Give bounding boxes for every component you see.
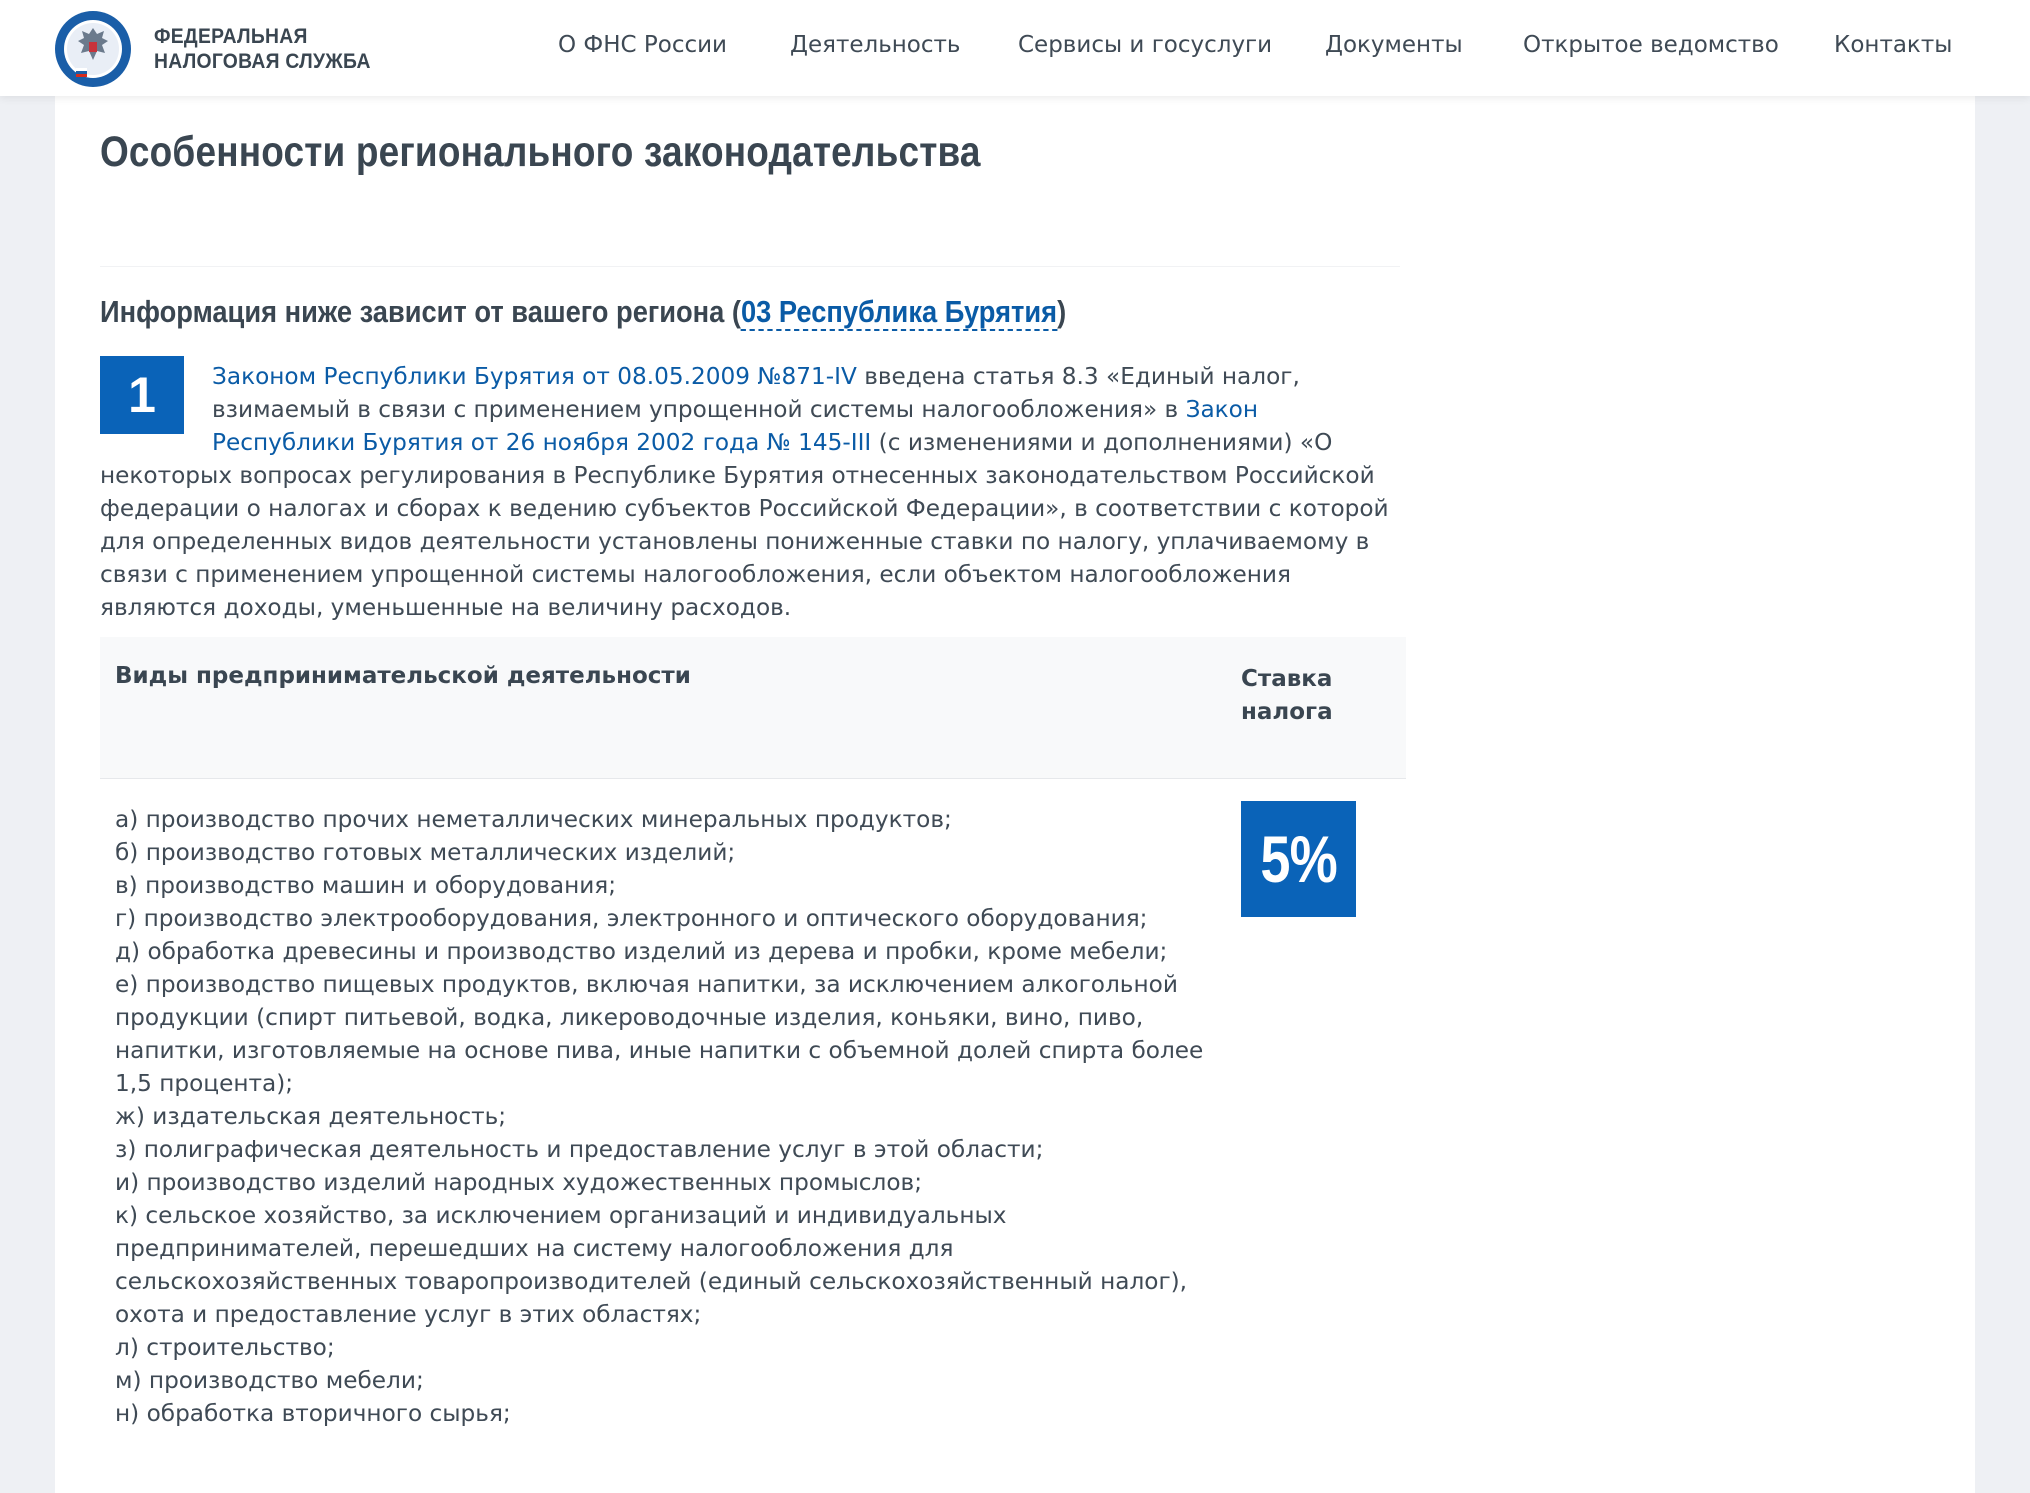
- law-link-871-iv[interactable]: Законом Республики Бурятия от 08.05.2009 №871-IV: [212, 363, 857, 390]
- nav-about-fns[interactable]: О ФНС России: [558, 32, 728, 58]
- activity-item: д) обработка древесины и производство изделий из дерева и пробки, кроме мебели;: [115, 938, 1168, 965]
- activity-item: л) строительство;: [115, 1334, 335, 1361]
- nav-contacts[interactable]: Контакты: [1834, 32, 1953, 58]
- section-intro: [100, 360, 1406, 624]
- region-info: [100, 294, 1066, 330]
- col-activity-header: Виды предпринимательской деятельности: [115, 663, 691, 689]
- activity-item: в) производство машин и оборудования;: [115, 872, 617, 899]
- activity-item: к) сельское хозяйство, за исключением организаций и индивидуальных предпринимателей, перешедших на систему налогообложения для сельскохозяйственных товаропроизводителей (единый сельскохозяйственный налог), охота и предоставление услуг в этих областях;: [115, 1202, 1188, 1328]
- intro-text-2: (с изменениями и дополнениями) «О некоторых вопросах регулирования в Республике Бурятия отнесенных законодательством Российской федерации о налогах и сборах к ведению субъектов Российской Федерации», в соответствии с которой для определенных видов деятельности установлены пониженные ставки по налогу, уплачиваемому в связи с применением упрощенной системы налогообложения, если объектом налогообложения являются доходы, уменьшенные на величину расходов.: [100, 429, 1389, 621]
- section-number-badge: 1: [100, 356, 184, 434]
- nav-documents[interactable]: Документы: [1325, 32, 1463, 58]
- law-link-145-iii[interactable]: Закон Республики Бурятия от 26 ноября 2002 года № 145-III: [212, 396, 1259, 456]
- nav-services[interactable]: Сервисы и госуслуги: [1018, 32, 1273, 58]
- activity-item: и) производство изделий народных художественных промыслов;: [115, 1169, 923, 1196]
- table-header: [100, 637, 1406, 779]
- col-rate-header: Ставка налога: [1241, 666, 1333, 725]
- activity-item: б) производство готовых металлических изделий;: [115, 839, 736, 866]
- activity-item: а) производство прочих неметаллических минеральных продуктов;: [115, 806, 952, 833]
- region-prefix: Информация ниже зависит от вашего региона (: [100, 294, 741, 329]
- site-header: [0, 0, 2030, 96]
- intro-text-1: введена статья 8.3 «Единый налог, взимаемый в связи с применением упрощенной системы налогообложения» в: [212, 363, 1300, 423]
- tax-rate-value: 5%: [1260, 822, 1337, 896]
- logo-text[interactable]: [154, 24, 371, 74]
- region-select-link[interactable]: 03 Республика Бурятия: [740, 294, 1058, 329]
- nav-open-agency[interactable]: Открытое ведомство: [1523, 32, 1779, 58]
- activities-list: [115, 803, 1225, 1430]
- activity-item: г) производство электрооборудования, электронного и оптического оборудования;: [115, 905, 1148, 932]
- activity-item: ж) издательская деятельность;: [115, 1103, 507, 1130]
- nav-activity[interactable]: Деятельность: [790, 32, 961, 58]
- tax-rate-badge: [1241, 801, 1356, 917]
- fns-emblem-logo[interactable]: [54, 10, 132, 88]
- activity-item: е) производство пищевых продуктов, включая напитки, за исключением алкогольной продукции (спирт питьевой, водка, ликероводочные изделия, коньяки, вино, пиво, напитки, изготовляемые на основе пива, иные напитки с объемной долей спирта более 1,5 процента);: [115, 971, 1204, 1097]
- activity-item: н) обработка вторичного сырья;: [115, 1400, 511, 1427]
- activity-item: м) производство мебели;: [115, 1367, 424, 1394]
- logo-line-2: НАЛОГОВАЯ СЛУЖБА: [154, 50, 371, 73]
- logo-line-1: ФЕДЕРАЛЬНАЯ: [154, 25, 308, 48]
- divider: [100, 266, 1400, 267]
- page-title: Особенности регионального законодательства: [100, 128, 981, 176]
- activity-item: з) полиграфическая деятельность и предоставление услуг в этой области;: [115, 1136, 1044, 1163]
- region-suffix: ): [1057, 294, 1067, 329]
